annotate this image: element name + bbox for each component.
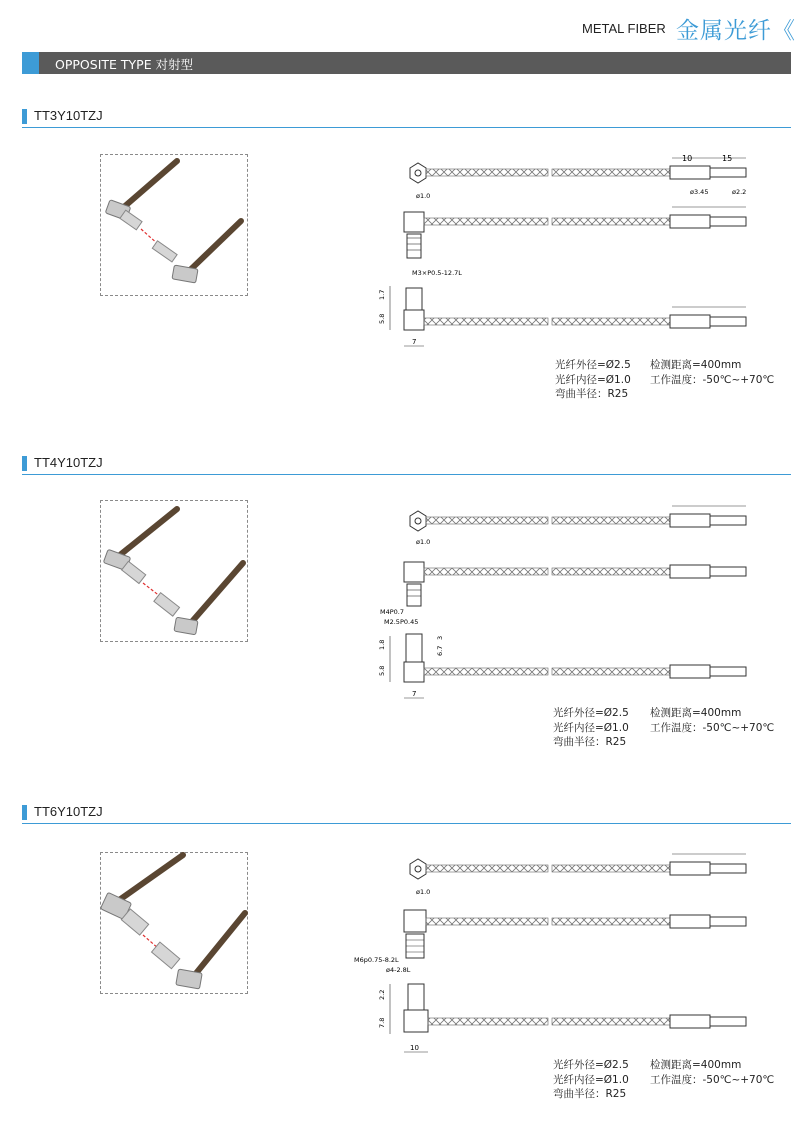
banner-accent — [22, 52, 39, 74]
product-photo-3 — [100, 852, 248, 994]
spec-id: 光纤内径=Ø1.0 — [555, 373, 631, 386]
dimension-drawing-2 — [360, 500, 780, 710]
specs-left-2 — [553, 706, 629, 750]
label-h2: 7.8 — [378, 1017, 386, 1028]
section-title-2 — [22, 454, 791, 474]
spec-distance: 检测距离=400mm — [650, 359, 742, 371]
banner-title: OPPOSITE TYPE 对射型 — [55, 57, 194, 72]
label-h2: 5.8 — [378, 313, 386, 324]
section-title-1 — [22, 107, 791, 127]
spec-id: 光纤内径=Ø1.0 — [553, 721, 629, 734]
spec-radius: 弯曲半径：R25 — [553, 1088, 627, 1100]
label-h2: 5.8 — [378, 665, 386, 676]
spec-radius: 弯曲半径：R25 — [555, 388, 629, 400]
label-thread: M3×P0.5-12.7L — [412, 269, 462, 277]
label-w: 10 — [410, 1044, 419, 1052]
spec-temp: 工作温度：-50℃~+70℃ — [650, 1073, 775, 1086]
label-h4: 3 — [436, 635, 444, 640]
model-name: TT3Y10TZJ — [34, 108, 103, 123]
section-rule — [22, 474, 791, 475]
label-thread2: ø4-2.8L — [386, 966, 411, 974]
header-en: METAL FIBER — [582, 21, 666, 36]
label-h1: 1.8 — [378, 639, 386, 650]
section-marker — [22, 805, 27, 820]
spec-temp: 工作温度：-50℃~+70℃ — [650, 721, 775, 734]
header-cn: 金属光纤《 — [676, 18, 796, 44]
specs-left-1 — [555, 358, 631, 402]
spec-od: 光纤外径=Ø2.5 — [553, 707, 629, 719]
label-thread1: M6p0.75-8.2L — [354, 956, 399, 964]
specs-right-1 — [650, 358, 774, 387]
section-marker — [22, 456, 27, 471]
type-banner — [22, 52, 791, 74]
label-h3: 6.7 — [436, 645, 444, 656]
spec-temp: 工作温度：-50℃~+70℃ — [650, 373, 775, 386]
section-rule — [22, 127, 791, 128]
dim-d1: ø3.45 — [690, 188, 709, 196]
model-name: TT6Y10TZJ — [34, 804, 103, 819]
label-od1: ø1.0 — [416, 192, 431, 200]
model-name: TT4Y10TZJ — [34, 455, 103, 470]
label-thread2: M2.5P0.45 — [384, 618, 419, 626]
label-w: 7 — [412, 690, 417, 698]
label-h1: 1.7 — [378, 289, 386, 300]
section-rule — [22, 823, 791, 824]
specs-left-3 — [553, 1058, 629, 1102]
label-w: 7 — [412, 338, 417, 346]
dim-len-1: 10 — [682, 154, 693, 163]
specs-right-2 — [650, 706, 774, 735]
label-od1: ø1.0 — [416, 538, 431, 546]
product-photo-1 — [100, 154, 248, 296]
label-od1: ø1.0 — [416, 888, 431, 896]
dim-len-2: 15 — [722, 154, 733, 163]
spec-od: 光纤外径=Ø2.5 — [553, 1059, 629, 1071]
section-marker — [22, 109, 27, 124]
label-h1: 2.2 — [378, 989, 386, 1000]
spec-distance: 检测距离=400mm — [650, 1059, 742, 1071]
specs-right-3 — [650, 1058, 774, 1087]
section-title-3 — [22, 803, 791, 823]
spec-distance: 检测距离=400mm — [650, 707, 742, 719]
dimension-drawing-3 — [354, 848, 780, 1058]
product-photo-2 — [100, 500, 248, 642]
dimension-drawing-1 — [360, 152, 780, 352]
label-thread1: M4P0.7 — [380, 608, 405, 616]
spec-od: 光纤外径=Ø2.5 — [555, 359, 631, 371]
spec-radius: 弯曲半径：R25 — [553, 736, 627, 748]
dim-d2: ø2.2 — [732, 188, 747, 196]
spec-id: 光纤内径=Ø1.0 — [553, 1073, 629, 1086]
